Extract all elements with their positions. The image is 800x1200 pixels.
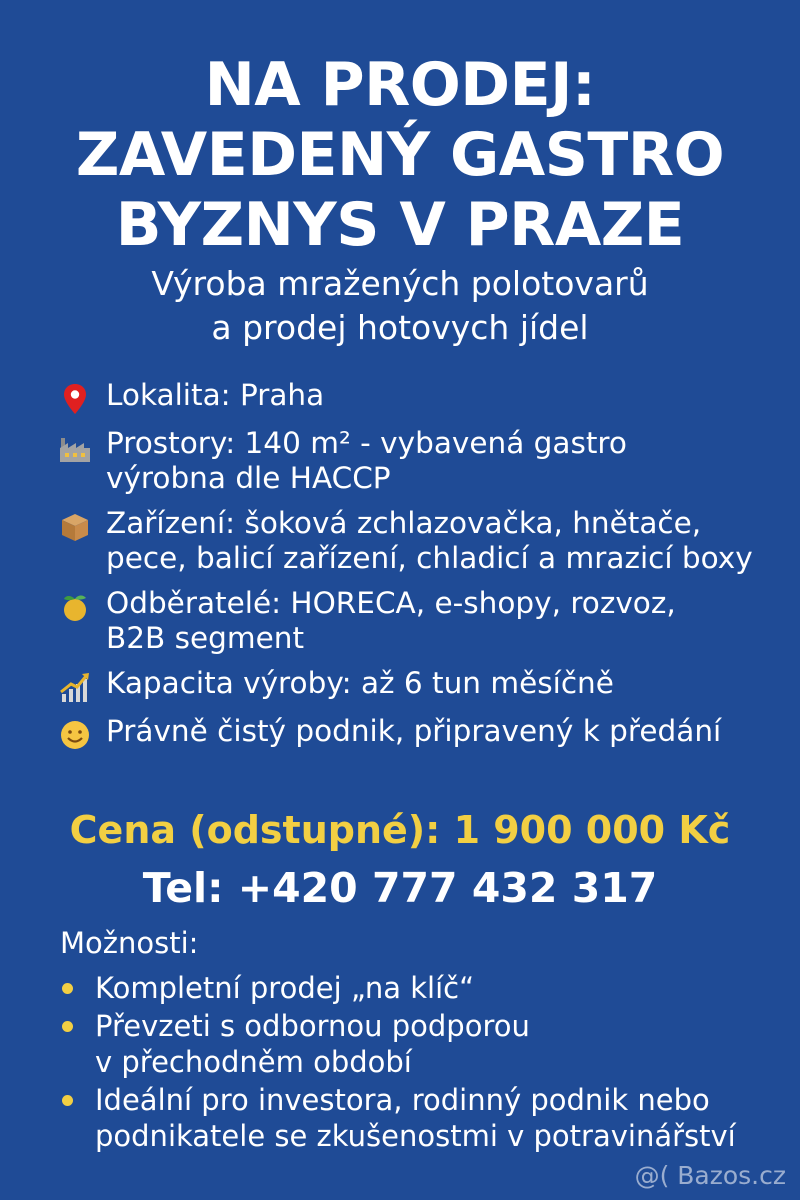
option-text: Kompletní prodej „na klíč“ [95,971,475,1005]
option-text: Ideální pro investora, rodinný podnik nebo podnikatele se zkušenostmi v potravinářství [95,1083,736,1153]
headline [0,50,800,260]
growth-chart-icon [58,670,92,704]
feature-text: Zařízení: šoková zchlazovačka, hnětače, pece, balicí zařízení, chladicí a mrazicí boxy [106,506,753,575]
feature-item-equipment [58,506,798,576]
feature-text: Odběratelé: HORECA, e-shopy, rozvoz, B2B segment [106,586,676,655]
feature-item-capacity [58,666,798,704]
subtitle-line: Výroba mražených polotovarů [151,264,649,303]
feature-list [58,378,798,762]
headline-line: ZAVEDENÝ GASTRO [75,120,725,190]
feature-item-legal [58,714,798,752]
options-list [62,970,792,1156]
fruit-icon [58,590,92,624]
option-text: Převzeti s odbornou podporou v přechodněm období [95,1009,530,1079]
feature-item-location [58,378,798,416]
phone-number: Tel: +420 777 432 317 [142,864,658,912]
box-icon [58,510,92,544]
options-heading: Možnosti: [60,926,199,960]
bullet-icon [62,1021,73,1032]
smile-icon [58,718,92,752]
location-pin-icon [58,382,92,416]
feature-text: Kapacita výroby: až 6 tun měsíčně [106,666,614,700]
headline-line: BYZNYS V PRAZE [115,190,685,260]
list-item [62,1008,792,1080]
factory-icon [58,430,92,464]
feature-item-premises [58,426,798,496]
watermark: @( Bazos.cz [634,1161,786,1190]
feature-text: Právně čistý podnik, připravený k předání [106,714,722,748]
list-item [62,970,792,1006]
bullet-icon [62,983,73,994]
bullet-icon [62,1095,73,1106]
headline-line: NA PRODEJ: [204,50,596,120]
feature-item-customers [58,586,798,656]
price: Cena (odstupné): 1 900 000 Kč [69,808,731,852]
subtitle-line: a prodej hotovych jídel [211,308,589,347]
list-item [62,1082,792,1154]
feature-text: Lokalita: Praha [106,378,325,412]
feature-text: Prostory: 140 m² - vybavená gastro výrobna dle HACCP [106,426,627,495]
subtitle [0,262,800,350]
